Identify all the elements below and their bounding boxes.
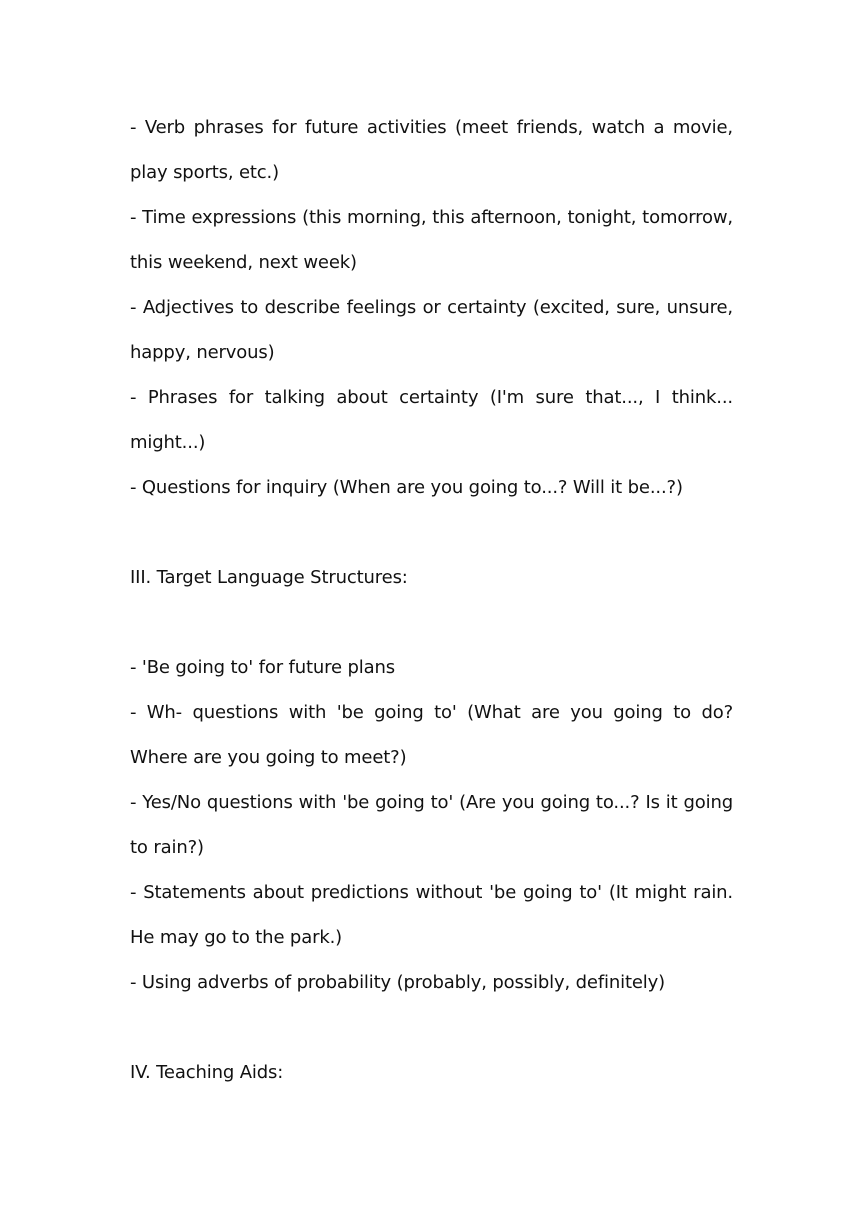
blank-line <box>130 1005 733 1050</box>
blank-line <box>130 510 733 555</box>
vocab-item-verb-phrases: - Verb phrases for future activities (meet friends, watch a movie, play sports, etc.) <box>130 117 733 183</box>
vocab-item-time-expressions: - Time expressions (this morning, this afternoon, tonight, tomorrow, this weekend, next week) <box>130 207 733 273</box>
structure-item-predictions: - Statements about predictions without 'be going to' (It might rain. He may go to the park.) <box>130 882 733 948</box>
structure-item-adverbs-probability: - Using adverbs of probability (probably, possibly, definitely) <box>130 972 666 993</box>
structure-item-wh-questions: - Wh- questions with 'be going to' (What are you going to do? Where are you going to meet?) <box>130 702 733 768</box>
vocab-item-inquiry-questions: - Questions for inquiry (When are you going to...? Will it be...?) <box>130 477 683 498</box>
section-heading-target-structures: III. Target Language Structures: <box>130 567 408 588</box>
structure-item-yes-no-questions: - Yes/No questions with 'be going to' (Are you going to...? Is it going to rain?) <box>130 792 733 858</box>
document-body <box>130 105 733 1095</box>
structure-item-be-going-to: - 'Be going to' for future plans <box>130 657 395 678</box>
vocab-item-certainty-phrases: - Phrases for talking about certainty (I'm sure that..., I think... might...) <box>130 387 733 453</box>
section-heading-teaching-aids: IV. Teaching Aids: <box>130 1062 284 1083</box>
vocab-item-adjectives: - Adjectives to describe feelings or certainty (excited, sure, unsure, happy, nervous) <box>130 297 733 363</box>
blank-line <box>130 600 733 645</box>
